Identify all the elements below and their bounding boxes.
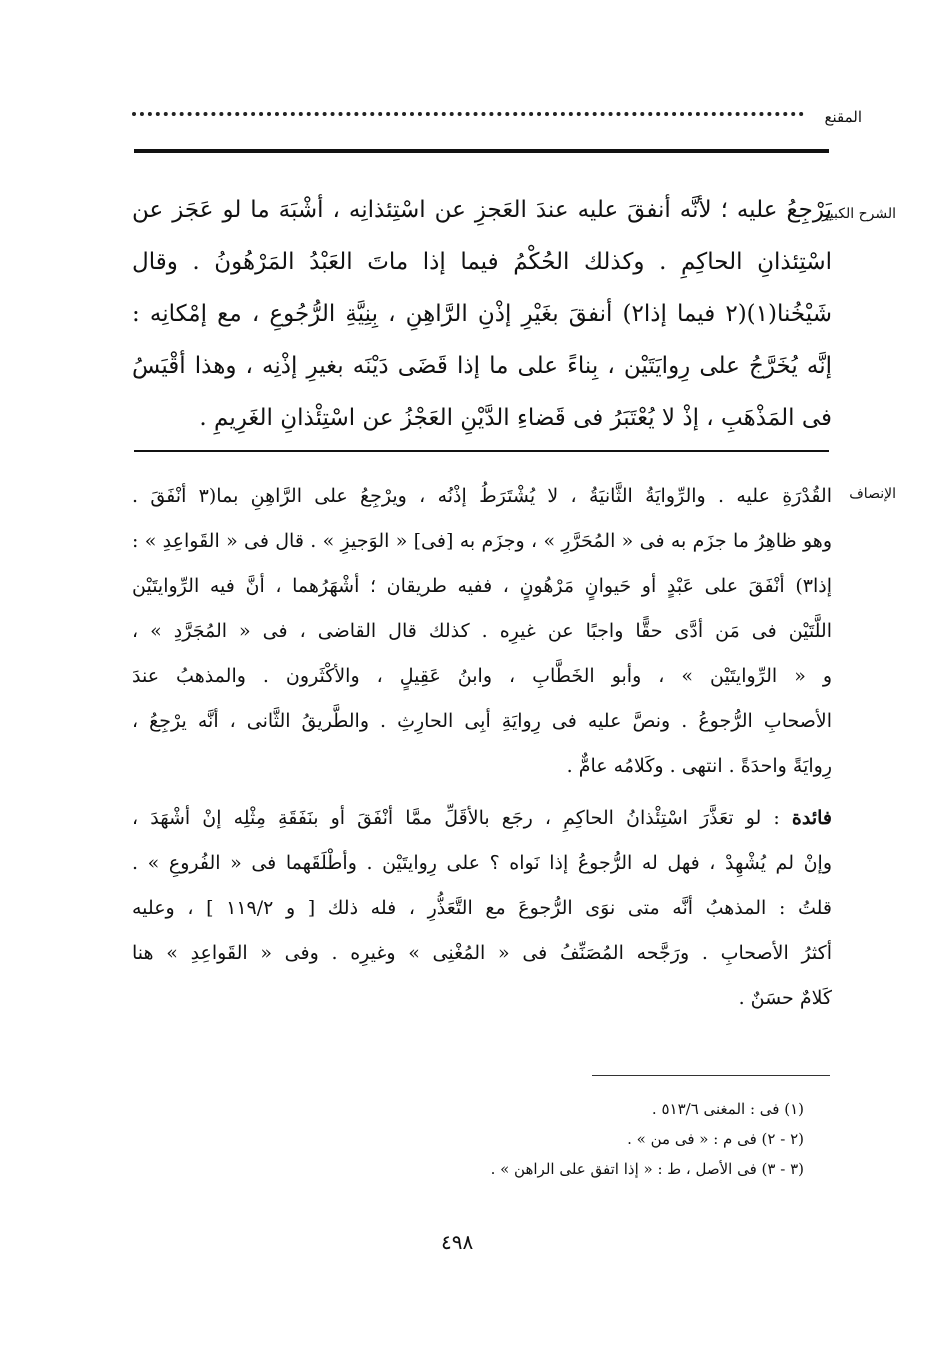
section-divider — [134, 450, 829, 452]
faida-line — [132, 796, 832, 841]
faida-text-block — [132, 796, 832, 1021]
footnote: (٢ - ٢) فى م : « فى من » . — [627, 1130, 804, 1148]
faida-line-text: : لو تعَذَّرَ اسْتِئْذانُ الحاكِمِ ، رجَع بالأقَلِّ ممَّا أنْفَقَ أو بنَفَقَةِ مِثْلِه إنْ أشْهَدَ ، — [132, 807, 780, 829]
sharh-line: شَيْخُنا(١)(٢ فيما إذا٢) أنفقَ بغَيْرِ إذْنِ الرَّاهِنِ ، بِنِيَّةِ الرُّجُوعِ ، مع إمْكانِه : — [132, 301, 832, 327]
header-rule — [134, 149, 829, 153]
insaf-line: اللَّتَيْن فى مَن أدَّى حقًّا واجبًا عن غيرِه . كذلك قال القاضى ، فى « المُجَرَّدِ » ، — [132, 620, 832, 642]
insaf-line: إذا٣) أنْفَقَ على عَبْدٍ أو حَيوانٍ مَرْهُونٍ ، ففيه طريقان ؛ أشْهَرُهما ، أنَّ فيه الرِّوايتَيْن — [132, 575, 832, 597]
page-number: ٤٩٨ — [441, 1230, 474, 1254]
faida-label: فائدة — [791, 807, 832, 829]
insaf-line: و « الرِّوايتَيْن » ، وأبو الخَطَّابِ ، وابنُ عَقِيلٍ ، والأكْثَرون . والمذهبُ عندَ — [132, 665, 832, 687]
sharh-section-label: الشرح الكبير — [822, 206, 896, 222]
insaf-section-label: الإنصاف — [849, 486, 896, 502]
footnote: (١) فى : المغنى ٥١٣/٦ . — [651, 1100, 804, 1118]
insaf-line: رِوايَةً واحدَةً . انتهى . وكَلامُه عامٌّ . — [566, 755, 832, 777]
running-header-title: المقنع — [824, 108, 862, 126]
insaf-line: القُدْرَةِ عليه . والرِّوايَةُ الثَّانيَةُ ، لا يُشْتَرَطُ إذْنُه ، ويرْجِعُ على الرَّاهِنِ بما(٣ أنْفَقَ . — [132, 485, 832, 507]
faida-line: وإنْ لم يُشْهِدْ ، فهل له الرُّجوعُ إذا نَواه ؟ على رِوايتَيْن . وأطْلَقَهما فى « الفُروعِ » . — [132, 852, 832, 874]
insaf-text-block — [132, 474, 832, 789]
header-dotted-leader — [132, 112, 804, 116]
sharh-line: فى المَذْهَبِ ، إذْ لا يُعْتَبَرُ فى قَضاءِ الدَّيْنِ العَجْزُ عن اسْتِئْذانِ الغَرِيمِ . — [199, 405, 832, 431]
insaf-line: وهو ظاهِرُ ما جزَم به فى « المُحَرَّرِ » ، وجزَم به [فى] « الوَجيزِ » . قال فى « القَواعِدِ » : — [132, 530, 832, 552]
sharh-text-block — [132, 184, 832, 444]
sharh-line: يَرْجِعُ عليه ؛ لأنَّه أنفقَ عليه عندَ العَجزِ عن اسْتِئذانِه ، أشْبَهَ ما لو عَجَز عن — [132, 197, 832, 223]
faida-line: أكثرُ الأصحابِ . ورَجَّحه المُصَنِّفُ فى « المُغْنِى » وغيرِه . وفى « القَواعِدِ » هنا — [132, 942, 832, 964]
sharh-line: إنَّه يُخَرَّجُ على رِوايَتَيْن ، بِناءً على ما إذا قَضَى دَيْنَه بغيرِ إذْنِه ، وهذا أقْيَسُ — [132, 353, 832, 379]
footnote-rule — [592, 1075, 830, 1076]
faida-line: كَلامٌ حسَنٌ . — [738, 987, 832, 1009]
faida-line: قلتُ : المذهبُ أنَّه متى نوَى الرُّجوعَ مع التَّعَذُّرِ ، فله ذلك [ و ١١٩/٢ ] ، وعليه — [132, 897, 832, 919]
insaf-line: الأصحابِ الرُّجوعُ . ونصَّ عليه فى رِوايَةِ أبِى الحارِثِ . والطَّريقُ الثَّانى ، أنَّه يرْجِعُ ، — [132, 710, 832, 732]
footnote: (٣ - ٣) فى الأصل ، ط : « إذا اتفق على الراهن » . — [490, 1160, 804, 1178]
sharh-line: اسْتِئذانِ الحاكِمِ . وكذلك الحُكْمُ فيما إذا ماتَ العَبْدُ المَرْهُونُ . وقال — [132, 249, 832, 275]
